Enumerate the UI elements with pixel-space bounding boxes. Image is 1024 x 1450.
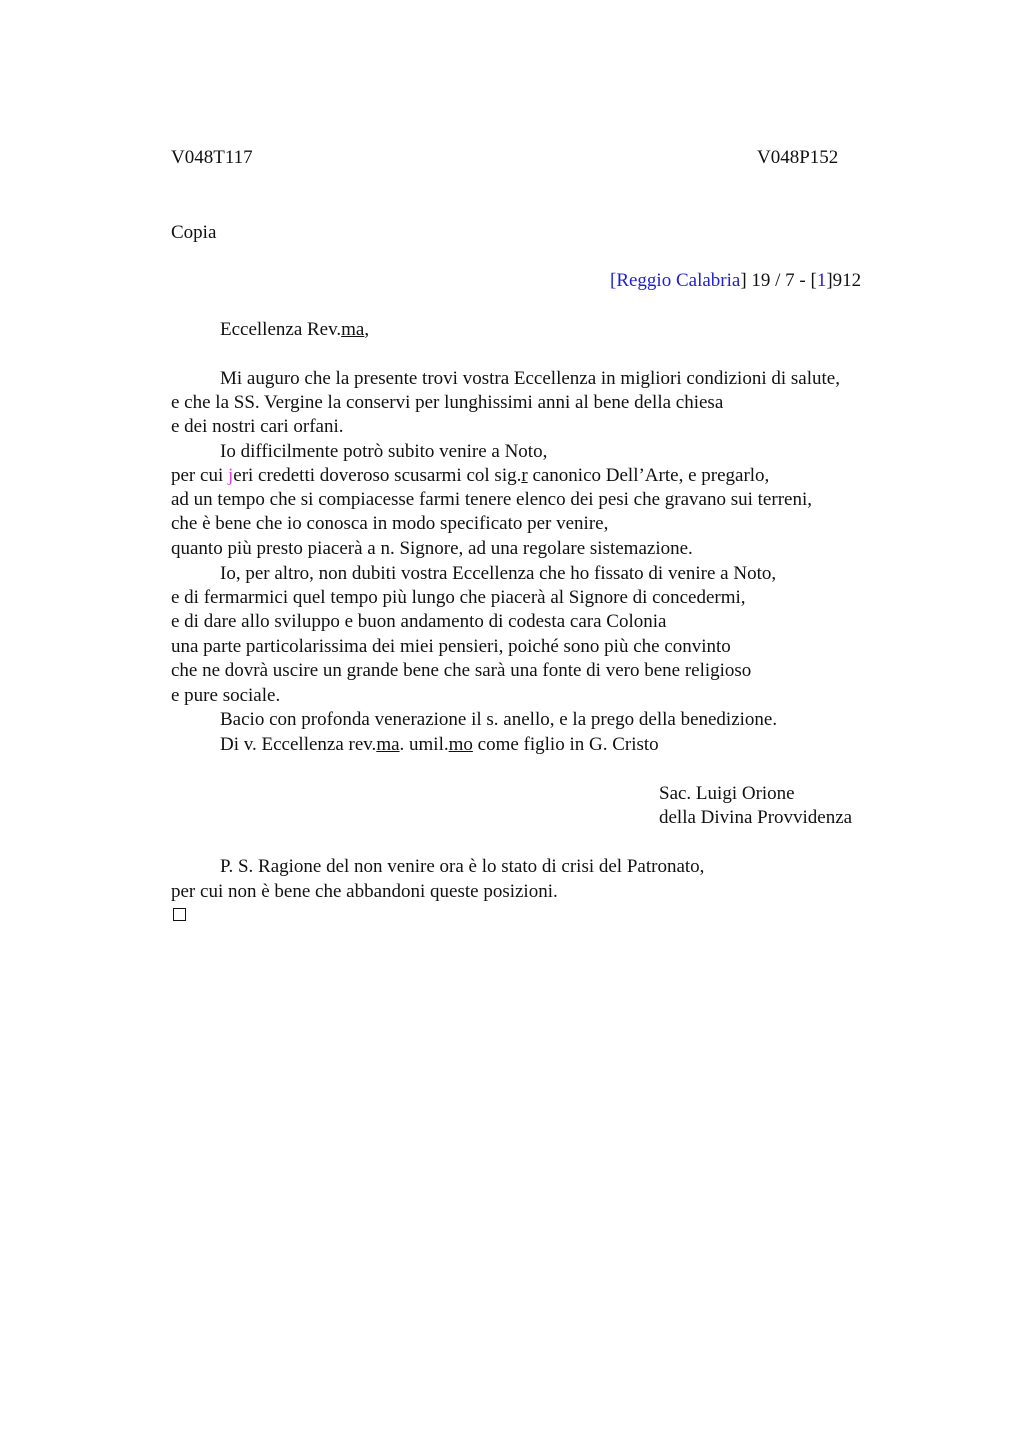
body-line-11: e di dare allo sviluppo e buon andamento di codesta cara Colonia — [171, 611, 667, 632]
dateline-bracket: [ — [610, 270, 617, 291]
closing-abbr-1: ma — [376, 734, 400, 755]
line-jeri-pre: per cui — [171, 465, 228, 486]
body-line-10: e di fermarmici quel tempo più lungo che piacerà al Signore di concedermi, — [171, 587, 746, 608]
line-jeri-j: j — [227, 465, 234, 486]
body-line-2: e che la SS. Vergine la conservi per lunghissimi anni al bene della chiesa — [171, 392, 724, 413]
postscript-line-2: per cui non è bene che abbandoni queste posizioni. — [171, 881, 558, 902]
copia-label: Copia — [171, 222, 217, 243]
closing-line — [220, 733, 659, 757]
body-line-15: Bacio con profonda venerazione il s. anello, e la prego della benedizione. — [220, 709, 778, 730]
dateline — [610, 269, 861, 293]
dateline-date: ] 19 / 7 - [ — [740, 270, 817, 291]
body-line-7: che è bene che io conosca in modo specificato per venire, — [171, 513, 609, 534]
line-jeri-post: canonico Dell’Arte, e pregarlo, — [527, 465, 770, 486]
body-line-14: e pure sociale. — [171, 685, 281, 706]
closing-part-2: . umil. — [399, 734, 449, 755]
salutation — [220, 318, 369, 342]
body-line-12: una parte particolarissima dei miei pensieri, poiché sono più che convinto — [171, 636, 731, 657]
document-code-left: V048T117 — [171, 147, 253, 168]
body-line-13: che ne dovrà uscire un grande bene che sarà una fonte di vero bene religioso — [171, 660, 752, 681]
salutation-prefix: Eccellenza Rev. — [220, 319, 342, 340]
dateline-year-digit: 1 — [816, 270, 827, 291]
end-marker-box-icon — [173, 908, 186, 921]
postscript-line-1: P. S. Ragione del non venire ora è lo stato di crisi del Patronato, — [220, 856, 705, 877]
body-line-5 — [171, 464, 769, 488]
body-line-3: e dei nostri cari orfani. — [171, 416, 344, 437]
body-line-4: Io difficilmente potrò subito venire a Noto, — [220, 441, 548, 462]
body-line-6: ad un tempo che si compiacesse farmi tenere elenco dei pesi che gravano sui terreni, — [171, 489, 812, 510]
closing-part-3: come figlio in G. Cristo — [472, 734, 659, 755]
salutation-suffix: , — [364, 319, 370, 340]
closing-part-1: Di v. Eccellenza rev. — [220, 734, 377, 755]
body-line-8: quanto più presto piacerà a n. Signore, ad una regolare sistemazione. — [171, 538, 693, 559]
signature-name: Sac. Luigi Orione — [659, 783, 795, 804]
salutation-abbr: ma — [341, 319, 365, 340]
line-jeri-mid: eri credetti doveroso scusarmi col sig. — [233, 465, 522, 486]
dateline-year-rest: ]912 — [826, 270, 862, 291]
line-jeri-r: r — [521, 465, 528, 486]
dateline-place: Reggio Calabria — [616, 270, 741, 291]
document-code-right: V048P152 — [757, 147, 839, 168]
signature-title: della Divina Provvidenza — [659, 807, 853, 828]
body-line-1: Mi auguro che la presente trovi vostra Eccellenza in migliori condizioni di salute, — [220, 368, 840, 389]
body-line-9: Io, per altro, non dubiti vostra Eccellenza che ho fissato di venire a Noto, — [220, 563, 777, 584]
closing-abbr-2: mo — [448, 734, 473, 755]
